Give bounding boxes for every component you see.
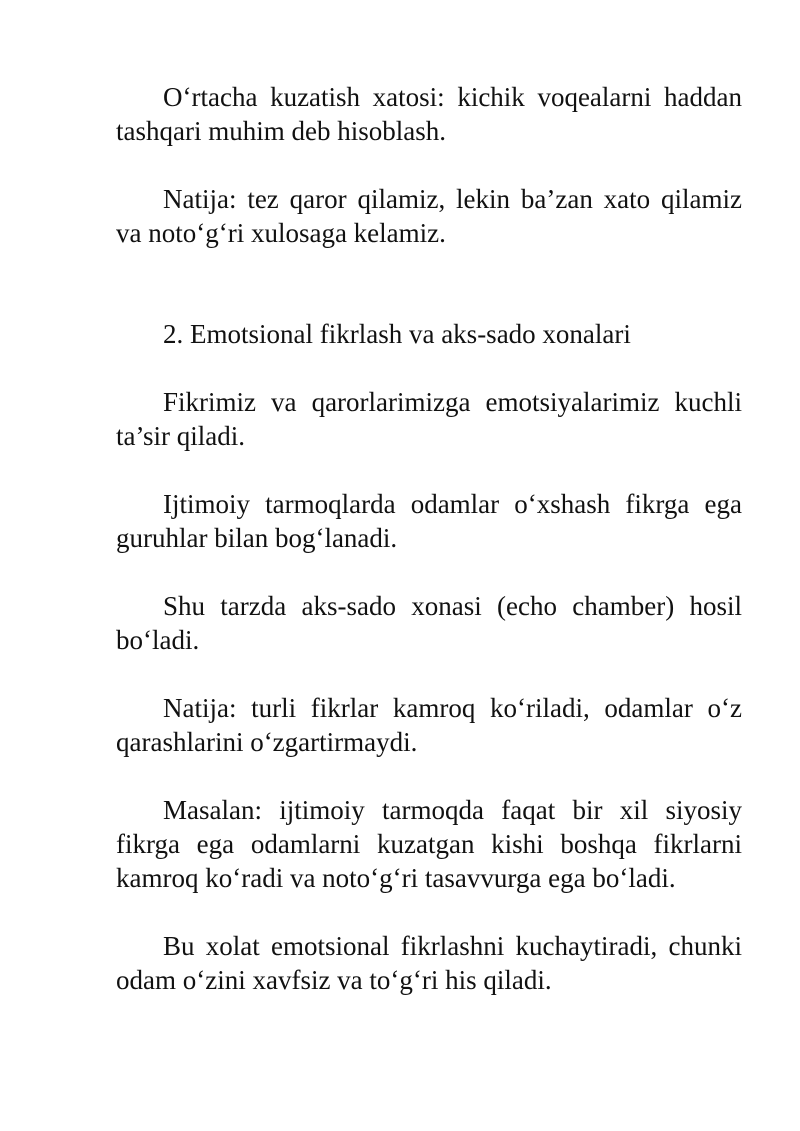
paragraph-conclusion: Bu xolat emotsional fikrlashni kuchaytiradi, chunki odam o‘zini xavfsiz va to‘g‘ri his qiladi. [116,931,742,995]
paragraph-gap [116,759,742,793]
paragraph-gap [116,351,742,385]
paragraph-gap [116,555,742,589]
paragraph-social-networks: Ijtimoiy tarmoqlarda odamlar o‘xshash fikrga ega guruhlar bilan bog‘lanadi. [116,489,742,553]
section-gap [116,250,742,317]
paragraph-gap [116,453,742,487]
paragraph-result-fewer-views: Natija: turli fikrlar kamroq ko‘riladi, odamlar o‘z qarashlarini o‘zgartirmaydi. [116,693,742,757]
paragraph-result-quick-decision: Natija: tez qaror qilamiz, lekin ba’zan xato qilamiz va noto‘g‘ri xulosaga kelamiz. [116,184,742,248]
paragraph-gap [116,657,742,691]
paragraph-gap [116,895,742,929]
paragraph-example: Masalan: ijtimoiy tarmoqda faqat bir xil siyosiy fikrga ega odamlarni kuzatgan kishi boshqa fikrlarni kamroq ko‘radi va noto‘g‘ri tasavvurga ega bo‘ladi. [116,795,742,893]
section-heading: 2. Emotsional fikrlash va aks-sado xonalari [163,319,631,349]
paragraph-echo-chamber: Shu tarzda aks-sado xonasi (echo chamber) hosil bo‘ladi. [116,591,742,655]
paragraph-emotions-influence: Fikrimiz va qarorlarimizga emotsiyalarimiz kuchli ta’sir qiladi. [116,387,742,451]
paragraph-gap [116,148,742,182]
paragraph-observation-error: O‘rtacha kuzatish xatosi: kichik voqealarni haddan tashqari muhim deb hisoblash. [116,82,742,146]
